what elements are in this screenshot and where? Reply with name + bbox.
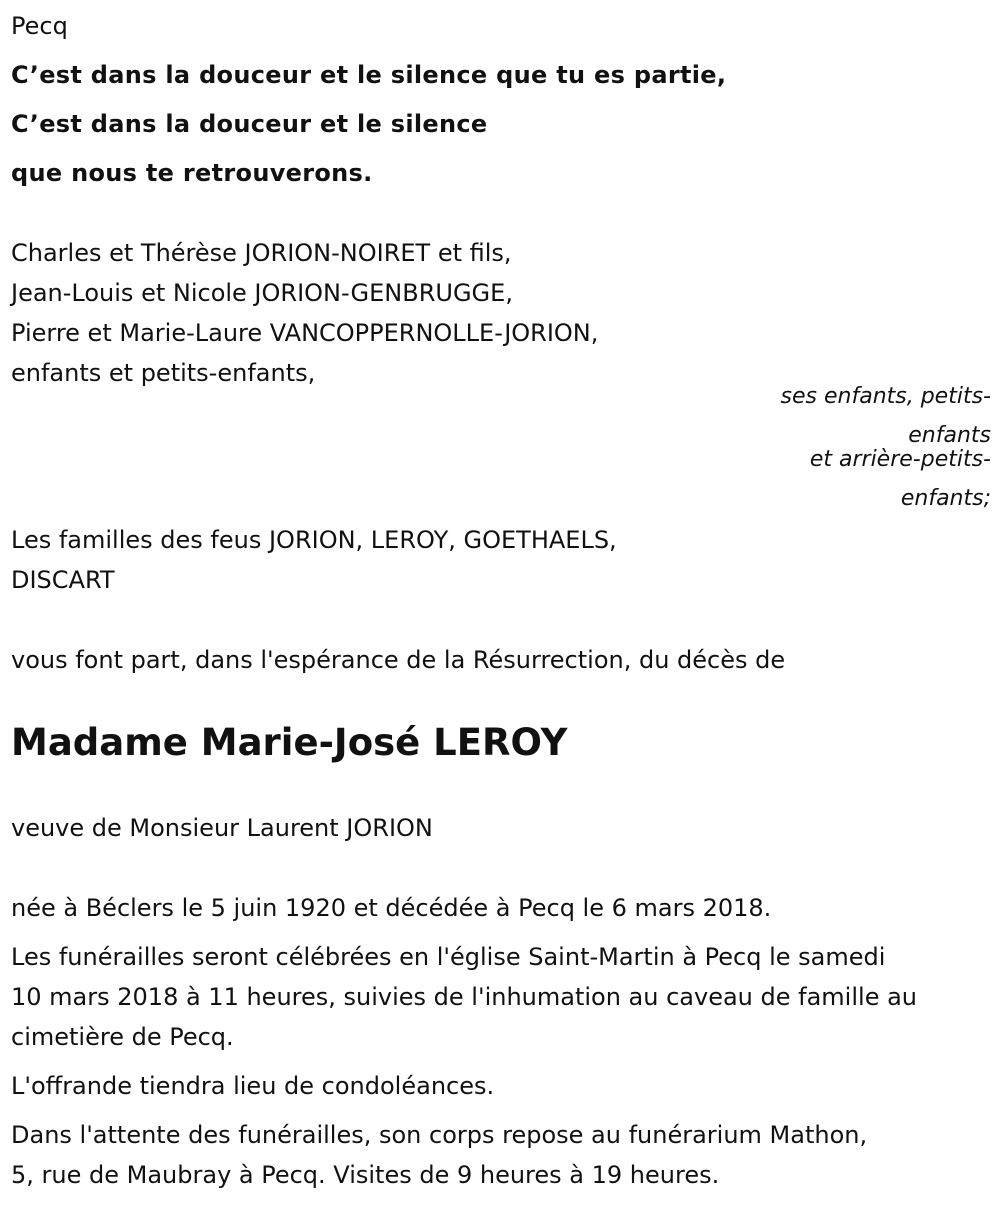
visits-line-1: Dans l'attente des funérailles, son corps repose au funérarium Mathon, bbox=[11, 1121, 868, 1149]
announcement: vous font part, dans l'espérance de la Résurrection, du décès de bbox=[11, 646, 786, 674]
family-line-1: Charles et Thérèse JORION-NOIRET et fils, bbox=[11, 239, 512, 267]
family-line-2: Jean-Louis et Nicole JORION-GENBRUGGE, bbox=[11, 279, 513, 307]
families-line-1: Les familles des feus JORION, LEROY, GOETHAELS, bbox=[11, 526, 617, 554]
descendants-line-1: ses enfants, petits- bbox=[780, 384, 991, 409]
birth-death: née à Béclers le 5 juin 1920 et décédée à Pecq le 6 mars 2018. bbox=[11, 894, 772, 922]
visits-line-2: 5, rue de Maubray à Pecq. Visites de 9 heures à 19 heures. bbox=[11, 1161, 720, 1189]
poem-line-1: C’est dans la douceur et le silence que tu es partie, bbox=[11, 61, 727, 89]
poem-line-2: C’est dans la douceur et le silence bbox=[11, 110, 488, 138]
descendants-line-4: enfants; bbox=[900, 486, 991, 511]
family-line-3: Pierre et Marie-Laure VANCOPPERNOLLE-JORION, bbox=[11, 319, 599, 347]
poem-line-3: que nous te retrouverons. bbox=[11, 159, 373, 187]
descendants-line-2: enfants bbox=[908, 423, 991, 448]
deceased-name: Madame Marie-José LEROY bbox=[11, 721, 568, 764]
descendants-line-3: et arrière-petits- bbox=[809, 447, 991, 472]
family-line-4: enfants et petits-enfants, bbox=[11, 359, 316, 387]
families-line-2: DISCART bbox=[11, 566, 115, 594]
location: Pecq bbox=[11, 12, 68, 40]
offering: L'offrande tiendra lieu de condoléances. bbox=[11, 1072, 495, 1100]
widow-of: veuve de Monsieur Laurent JORION bbox=[11, 814, 433, 842]
funeral-line-1: Les funérailles seront célébrées en l'église Saint-Martin à Pecq le samedi bbox=[11, 943, 886, 971]
funeral-line-2: 10 mars 2018 à 11 heures, suivies de l'inhumation au caveau de famille au bbox=[11, 983, 917, 1011]
funeral-line-3: cimetière de Pecq. bbox=[11, 1023, 234, 1051]
